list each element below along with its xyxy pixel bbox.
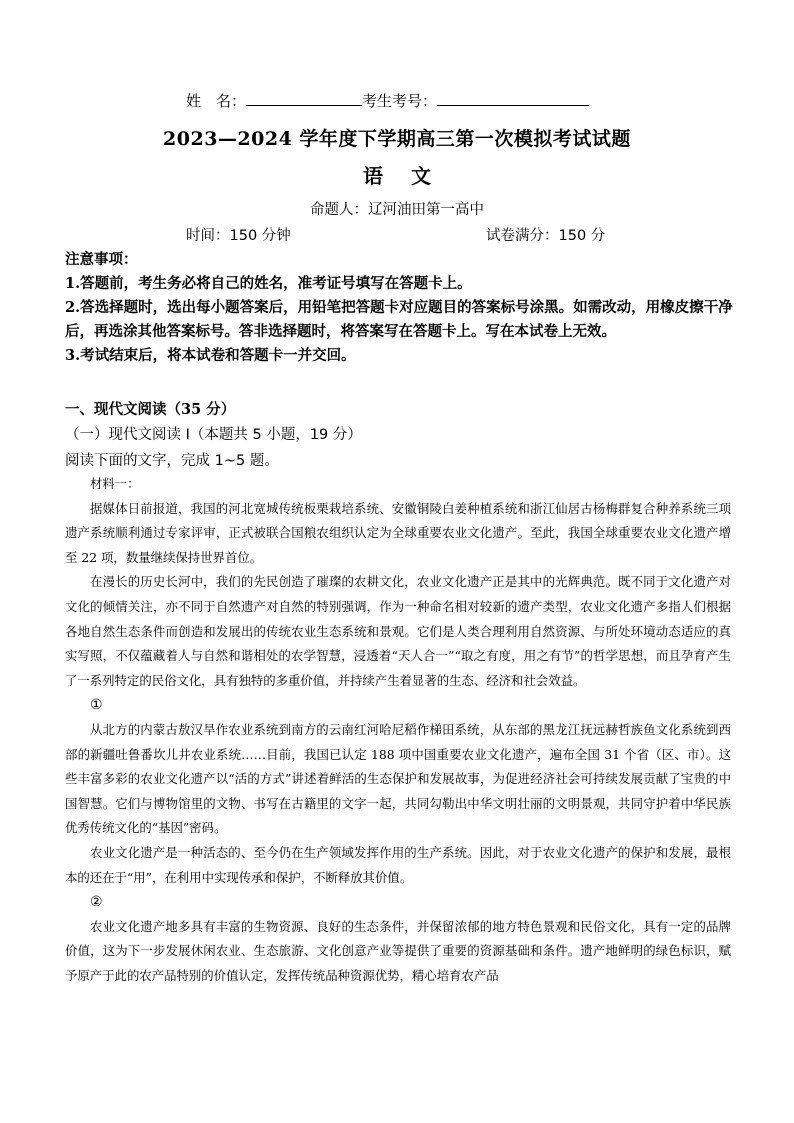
notes-heading: 注意事项： [65,251,138,268]
exam-title: 2023—2024 学年度下学期高三第一次模拟考试试题 [163,128,631,150]
exam-no-label: 考生考号： [362,92,438,110]
exam-no-blank[interactable] [437,91,589,106]
material-body [65,472,731,988]
material-label: 材料一： [90,476,140,491]
blank-marker: ① [90,697,103,714]
time-info: 时间：150 分钟 [186,228,291,244]
paragraph: 据媒体日前报道，我国的河北宽城传统板栗栽培系统、安徽铜陵白姜种植系统和浙江仙居古杨梅群复合种养系统三项遗产系统顺利通过专家评审，正式被联合国粮农组织认定为全球重要农业文化遗产。至此，我国全球重要农业文化遗产增至 22 项，数量继续保持世界首位。 [65,500,731,565]
reading-instruction: 阅读下面的文字，完成 1~5 题。 [65,453,279,469]
name-label: 姓 名： [186,92,247,110]
note-item: 3.考试结束后，将本试卷和答题卡一并交回。 [65,347,356,364]
blank-marker: ② [90,894,103,911]
paragraph: 从北方的内蒙古敖汉旱作农业系统到南方的云南红河哈尼稻作梯田系统，从东部的黑龙江抚远赫哲族鱼文化系统到西部的新疆吐鲁番坎儿井农业系统……目前，我国已认定 188 项中国重要农业文化遗产，遍布全国 31 个省（区、市）。这些丰富多彩的农业文化遗产以“活的方式”讲述着鲜活的生态保护和发展故事，为促进经济社会可持续发展贡献了宝贵的中国智慧。它们与博物馆里的文物、书写在古籍里的文字一起，共同勾勒出中华文明壮丽的文明景观，共同守护着中华民族优秀传统文化的“基因”密码。 [65,721,731,836]
name-blank[interactable] [246,91,362,106]
full-score-info: 试卷满分：150 分 [486,228,606,244]
paragraph: 农业文化遗产是一种活态的、至今仍在生产领域发挥作用的生产系统。因此，对于农业文化遗产的保护和发展，最根本的还在于“用”，在利用中实现传承和保护，不断释放其价值。 [65,844,731,885]
section-heading-part1: 一、现代文阅读（35 分） [65,401,236,418]
subject-title: 语文 [363,164,459,188]
section-heading-part1-1: （一）现代文阅读 I（本题共 5 小题，19 分） [65,427,362,443]
paragraph: 农业文化遗产地多具有丰富的生物资源、良好的生态条件，并保留浓郁的地方特色景观和民俗文化，具有一定的品牌价值，这为下一步发展休闲农业、生态旅游、文化创意产业等提供了重要的资源基础和条件。遗产地鲜明的绿色标识，赋予原产于此的农产品特别的价值认定，发挥传统品种资源优势，精心培育农产品 [65,918,731,983]
candidate-info-line [186,90,589,111]
notes-section [65,248,733,368]
setter-line: 命题人：辽河油田第一高中 [310,202,484,218]
paragraph: 在漫长的历史长河中，我们的先民创造了璀璨的农耕文化，农业文化遗产正是其中的光辉典范。既不同于文化遗产对文化的倾情关注，亦不同于自然遗产对自然的特别强调，作为一种命名相对较新的遗产类型，农业文化遗产多指人们根据各地自然生态条件而创造和发展出的传统农业生态系统和景观。它们是人类合理利用自然资源、与所处环境动态适应的真实写照，不仅蕴藏着人与自然和谐相处的农学智慧，浸透着“天人合一”“取之有度，用之有节”的哲学思想，而且孕育产生了一系列特定的民俗文化，具有独特的多重价值，并持续产生着显著的生态、经济和社会效益。 [65,574,731,688]
note-item: 2.答选择题时，选出每小题答案后，用铅笔把答题卡对应题目的答案标号涂黑。如需改动，用橡皮擦干净后，再选涂其他答案标号。答非选择题时，将答案写在答题卡上。写在本试卷上无效。 [65,299,733,340]
note-item: 1.答题前，考生务必将自己的姓名，准考证号填写在答题卡上。 [65,275,472,292]
